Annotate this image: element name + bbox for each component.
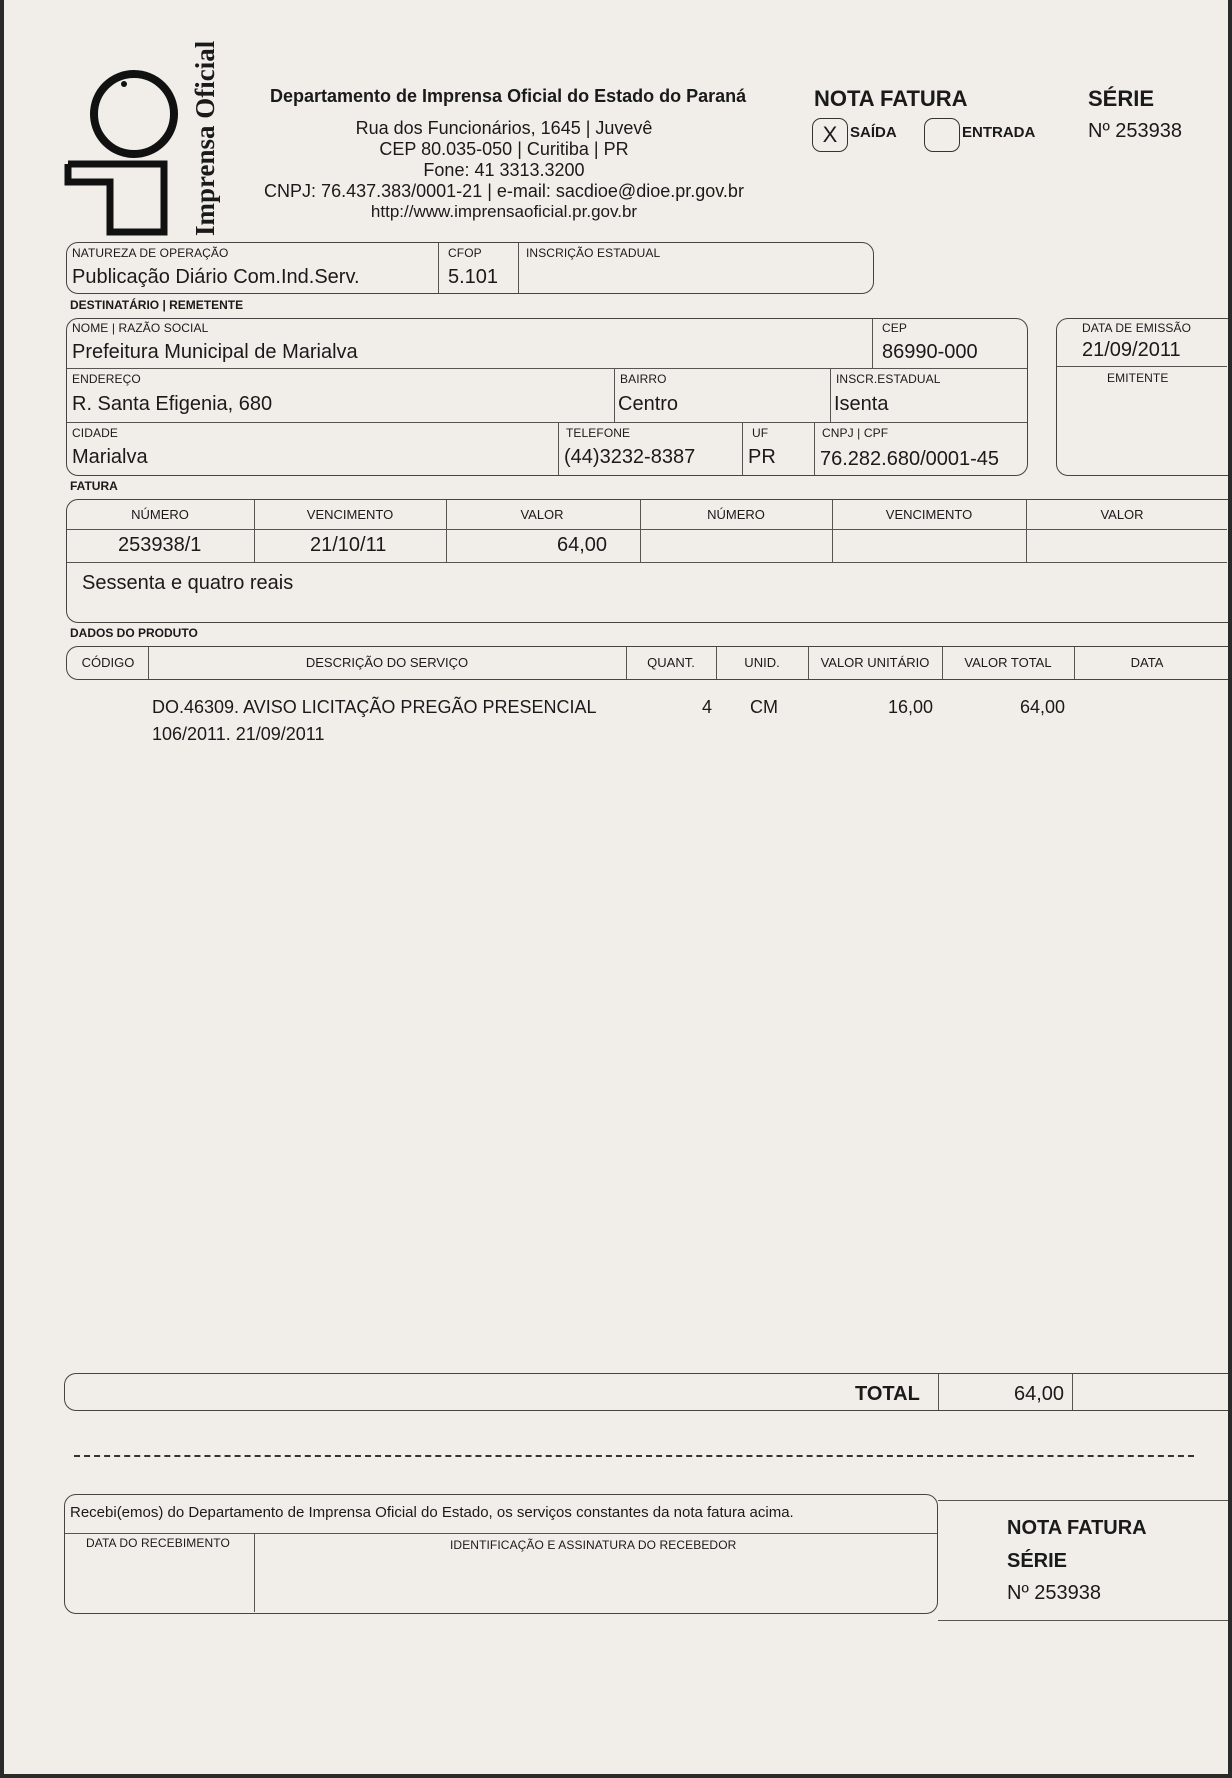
logo-text: Imprensa Oficial [190,40,220,236]
uf-value: PR [748,446,776,468]
item-valor-unitario: 16,00 [888,697,934,717]
issuer-name: Departamento de Imprensa Oficial do Estado do Paraná [270,86,747,106]
cidade-value: Marialva [72,446,148,468]
item-descricao-line2: 106/2011. 21/09/2011 [152,724,325,744]
nome-label: NOME | RAZÃO SOCIAL [72,321,209,335]
fatura-header-vencimento-2: VENCIMENTO [885,507,973,522]
receipt-data-label: DATA DO RECEBIMENTO [86,1536,230,1550]
doc-title: NOTA FATURA [814,86,968,111]
issuer-website: http://www.imprensaoficial.pr.gov.br [370,202,638,221]
fatura-box [66,499,1228,623]
issuer-cep-city: CEP 80.035-050 | Curitiba | PR [379,139,629,159]
cnpj-value: 76.282.680/0001-45 [820,448,1000,470]
cnpj-label: CNPJ | CPF [822,426,889,440]
inscricao-label: INSCRIÇÃO ESTADUAL [526,246,661,260]
invoice-page [4,0,1228,1774]
produto-header-data: DATA [1130,655,1164,670]
item-quant: 4 [702,697,713,717]
issuer-address: Rua dos Funcionários, 1645 | Juvevê [355,118,653,138]
fatura-header-numero: NÚMERO [131,507,189,522]
item-unid: CM [750,697,778,717]
serie-label: SÉRIE [1088,86,1155,111]
receipt-text: Recebi(emos) do Departamento de Imprensa Oficial do Estado, os serviços constantes da nota fatura acima. [70,1504,794,1521]
fatura-section-label: FATURA [70,479,118,493]
receipt-serie: SÉRIE [1007,1550,1068,1572]
uf-label: UF [752,426,769,440]
natureza-value: Publicação Diário Com.Ind.Serv. [72,266,360,288]
produto-section-label: DADOS DO PRODUTO [70,626,198,640]
data-emissao-value: 21/09/2011 [1082,339,1181,361]
fatura-header-valor-2: VALOR [1100,507,1144,522]
cep-value: 86990-000 [882,341,978,363]
saida-label: SAÍDA [850,124,897,141]
produto-header-quant: QUANT. [647,655,695,670]
fatura-vencimento: 21/10/11 [310,534,387,556]
endereco-label: ENDEREÇO [72,372,141,386]
cfop-label: CFOP [448,246,482,260]
cep-label: CEP [882,321,907,335]
nome-value: Prefeitura Municipal de Marialva [72,341,358,363]
entrada-checkbox [924,118,960,152]
bairro-value: Centro [618,393,679,415]
item-descricao-line1: DO.46309. AVISO LICITAÇÃO PREGÃO PRESENCIAL [152,697,597,717]
issuer-phone: Fone: 41 3313.3200 [423,160,585,180]
total-value: 64,00 [1014,1383,1065,1405]
natureza-label: NATUREZA DE OPERAÇÃO [72,246,229,260]
emitente-label: EMITENTE [1107,371,1169,385]
entrada-label: ENTRADA [962,124,1036,141]
receipt-title: NOTA FATURA [1007,1517,1147,1539]
inscr-estadual-value: Isenta [834,393,889,415]
fatura-header-vencimento: VENCIMENTO [306,507,394,522]
telefone-label: TELEFONE [566,426,631,440]
data-emissao-label: DATA DE EMISSÃO [1082,321,1192,335]
produto-header-unid: UNID. [744,655,780,670]
doc-number: Nº 253938 [1088,120,1183,142]
bairro-label: BAIRRO [620,372,667,386]
produto-header-descricao: DESCRIÇÃO DO SERVIÇO [305,655,469,670]
produto-header-codigo: CÓDIGO [81,655,135,670]
fatura-valor: 64,00 [557,534,608,556]
produto-header-valor-unitario: VALOR UNITÁRIO [820,655,930,670]
saida-checkbox: X [812,118,848,152]
telefone-value: (44)3232-8387 [564,446,696,468]
destinatario-section-label: DESTINATÁRIO | REMETENTE [70,298,244,312]
issuer-cnpj-email: CNPJ: 76.437.383/0001-21 | e-mail: sacdioe@dioe.pr.gov.br [264,181,744,201]
receipt-ident-label: IDENTIFICAÇÃO E ASSINATURA DO RECEBEDOR [450,1538,737,1552]
receipt-number: Nº 253938 [1007,1582,1102,1604]
fatura-header-numero-2: NÚMERO [707,507,765,522]
fatura-numero: 253938/1 [118,534,202,556]
fatura-header-valor: VALOR [520,507,564,522]
inscr-estadual-label: INSCR.ESTADUAL [836,372,941,386]
fatura-extenso: Sessenta e quatro reais [82,572,294,594]
total-label: TOTAL [855,1383,920,1405]
cidade-label: CIDADE [72,426,118,440]
produto-header-valor-total: VALOR TOTAL [964,655,1052,670]
cfop-value: 5.101 [448,266,499,288]
cut-line [74,1455,1194,1457]
item-valor-total: 64,00 [1020,697,1066,717]
endereco-value: R. Santa Efigenia, 680 [72,393,273,415]
